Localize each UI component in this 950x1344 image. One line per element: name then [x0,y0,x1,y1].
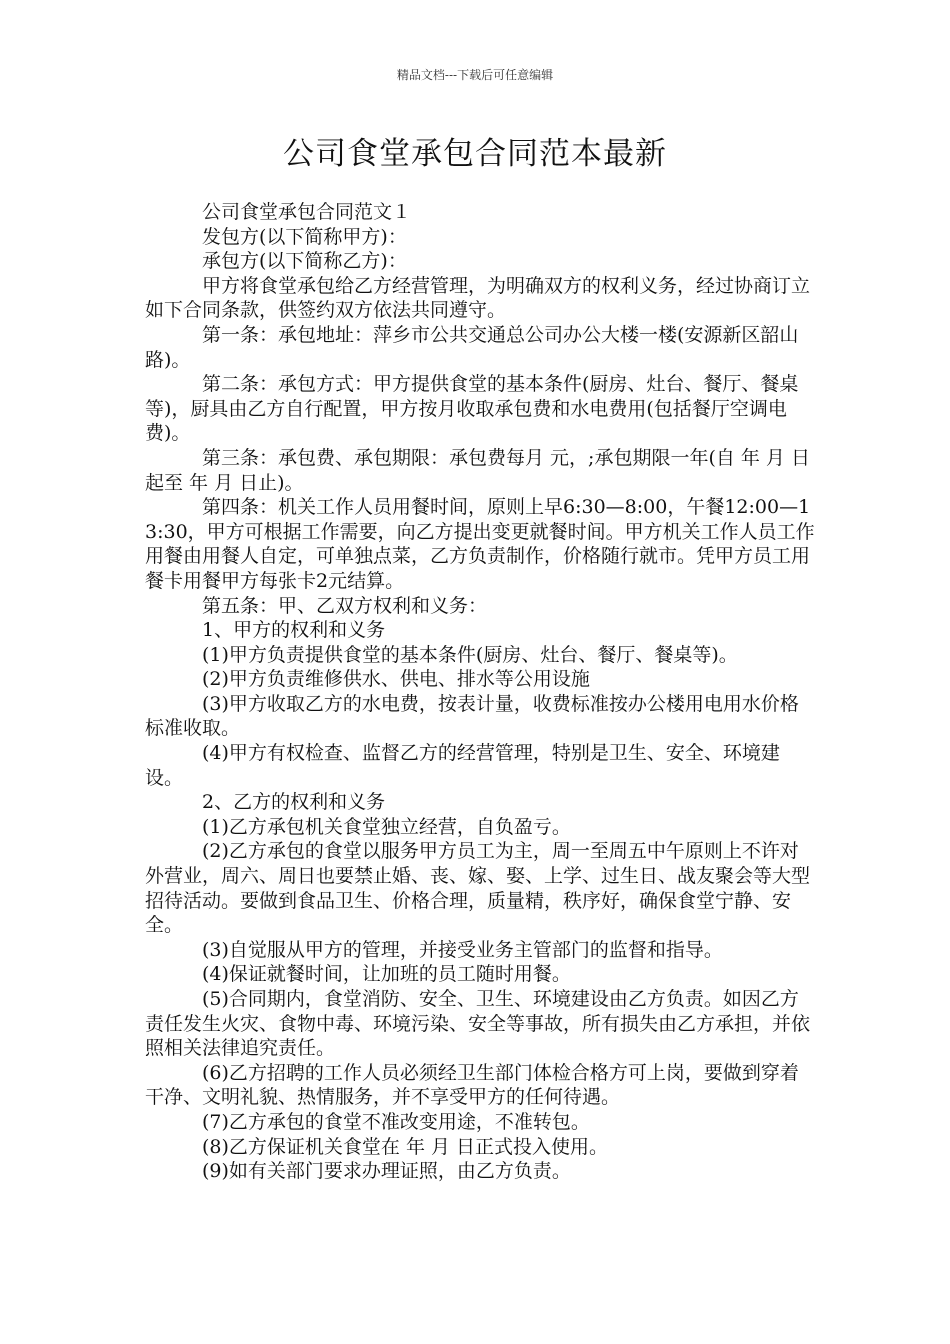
paragraph: (4)保证就餐时间，让加班的员工随时用餐。 [202,963,571,986]
paragraph: 第二条：承包方式：甲方提供食堂的基本条件(厨房、灶台、餐厅、餐桌等)，厨具由乙方自行配置，甲方按月收取承包费和水电费用(包括餐厅空调电费)。 [145,373,799,445]
paragraph: 公司食堂承包合同范文１ [202,201,412,223]
paragraph: (2)甲方负责维修供水、供电、排水等公用设施 [202,668,590,691]
paragraph: 甲方将食堂承包给乙方经营管理，为明确双方的权利义务，经过协商订立如下合同条款，供签约双方依法共同遵守。 [145,274,811,322]
paragraph: (7)乙方承包的食堂不准改变用途，不准转包。 [202,1110,590,1133]
paragraph: 第五条：甲、乙双方权利和义务： [202,594,488,617]
paragraph: (4)甲方有权检查、监督乙方的经营管理，特别是卫生、安全、环境建设。 [145,742,780,789]
paragraph: (3)甲方收取乙方的水电费，按表计量，收费标准按办公楼用电用水价格标准收取。 [145,692,799,740]
document-body [145,200,817,1184]
paragraph: 第一条：承包地址：萍乡市公共交通总公司办公大楼一楼(安源新区韶山路)。 [145,323,799,371]
paragraph: (3)自觉服从甲方的管理，并接受业务主管部门的监督和指导。 [202,938,723,961]
document-title: 公司食堂承包合同范本最新 [283,136,667,172]
paragraph: (8)乙方保证机关食堂在 年 月 日正式投入使用。 [202,1135,609,1158]
paragraph: 第四条：机关工作人员用餐时间，原则上早6:30—8:00，午餐12:00—13:30，甲方可根据工作需要，向乙方提出变更就餐时间。甲方机关工作人员工作用餐由用餐人自定，可单独点菜，乙方负责制作，价格随行就市。凭甲方员工用餐卡用餐甲方每张卡2元结算。 [145,496,815,592]
paragraph: 承包方(以下简称乙方)： [202,250,407,273]
paragraph: (1)甲方负责提供食堂的基本条件(厨房、灶台、餐厅、餐桌等)。 [202,643,738,666]
paragraph: (6)乙方招聘的工作人员必须经卫生部门体检合格方可上岗，要做到穿着干净、文明礼貌、热情服务，并不享受甲方的任何待遇。 [145,1061,799,1109]
paragraph: 发包方(以下简称甲方)： [202,225,407,248]
header-note: 精品文档---下载后可任意编辑 [396,68,554,82]
paragraph: (5)合同期内，食堂消防、安全、卫生、环境建设由乙方负责。如因乙方责任发生火灾、食物中毒、环境污染、安全等事故，所有损失由乙方承担，并依照相关法律追究责任。 [145,988,811,1060]
paragraph: (2)乙方承包的食堂以服务甲方员工为主，周一至周五中午原则上不许对外营业，周六、周日也要禁止婚、丧、嫁、娶、上学、过生日、战友聚会等大型招待活动。要做到食品卫生、价格合理，质量精，秩序好，确保食堂宁静、安全。 [145,840,811,937]
paragraph: 第三条：承包费、承包期限：承包费每月 元，;承包期限一年(自 年 月 日起至 年 月 日止)。 [145,446,810,494]
paragraph: 1、甲方的权利和义务 [202,619,386,642]
paragraph: (1)乙方承包机关食堂独立经营，自负盈亏。 [202,815,571,838]
paragraph: 2、乙方的权利和义务 [202,791,386,814]
paragraph: (9)如有关部门要求办理证照，由乙方负责。 [202,1160,571,1183]
